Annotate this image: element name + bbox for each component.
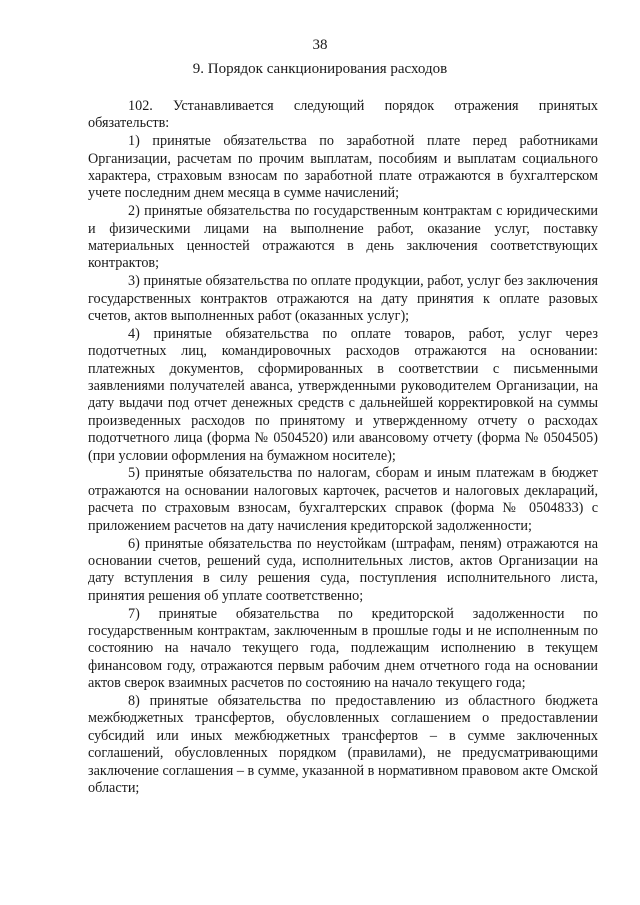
paragraph-item-3: 3) принятые обязательства по оплате продукции, работ, услуг без заключения государственных контрактов отражаются на дату принятия к оплате разовых счетов, актов выполненных работ (оказанных услуг); xyxy=(88,273,598,325)
paragraph-item-1: 1) принятые обязательства по заработной плате перед работниками Организации, расчетам по прочим выплатам, пособиям и выплатам социального характера, страховым взносам по заработной плате отражаются в бухгалтерском учете последним днем месяца в сумме начислений; xyxy=(88,133,598,202)
paragraph-item-5: 5) принятые обязательства по налогам, сборам и иным платежам в бюджет отражаются на основании налоговых карточек, расчетов и налоговых деклараций, расчета по страховым взносам, бухгалтерских справок (форма № 0504833) с приложением расчетов на дату начисления кредиторской задолженности; xyxy=(88,465,598,534)
section-title: 9. Порядок санкционирования расходов xyxy=(192,61,448,77)
document-body xyxy=(88,98,598,798)
paragraph-item-7: 7) принятые обязательства по кредиторской задолженности по государственным контрактам, заключенным в прошлые годы и не исполненным по состоянию на начало текущего года, подлежащим исполнению в текущем финансовом году, отражаются первым рабочим днем отчетного года на основании актов сверок взаимных расчетов по состоянию на начало текущего года; xyxy=(88,605,598,692)
paragraph-item-8: 8) принятые обязательства по предоставлению из областного бюджета межбюджетных трансфертов, обусловленных соглашением о предоставлении субсидий или иных межбюджетных трансфертов – в сумме заключенных соглашений, обусловленных порядком (правилами), не предусматривающими заключение соглашения – в сумме, указанной в нормативном правовом акте Омской области; xyxy=(88,692,598,796)
paragraph-intro: 102. Устанавливается следующий порядок отражения принятых обязательств: xyxy=(88,98,598,132)
paragraph-item-2: 2) принятые обязательства по государственным контрактам с юридическими и физическими лицами на выполнение работ, оказание услуг, поставку материальных ценностей отражаются в день заключения соответствующих контрактов; xyxy=(88,203,598,272)
paragraph-item-6: 6) принятые обязательства по неустойкам (штрафам, пеням) отражаются на основании счетов, решений суда, исполнительных листов, актов Организации на дату вступления в силу решения суда, поступления исполнительного листа, принятия решения об уплате соответственно; xyxy=(88,535,598,604)
paragraph-item-4: 4) принятые обязательства по оплате товаров, работ, услуг через подотчетных лиц, командировочных расходов отражаются на основании: платежных документов, сформированных в соответствии с письменными заявлениями получателей аванса, утвержденными руководителем Организации, на дату выдачи под отчет денежных средств с дальнейшей корректировкой на суммы произведенных расходов по принятому и утвержденному отчету о расходах подотчетного лица (форма № 0504520) или авансовому отчету (форма № 0504505) (при условии оформления на бумажном носителе); xyxy=(88,325,598,464)
page-number: 38 xyxy=(312,37,328,53)
